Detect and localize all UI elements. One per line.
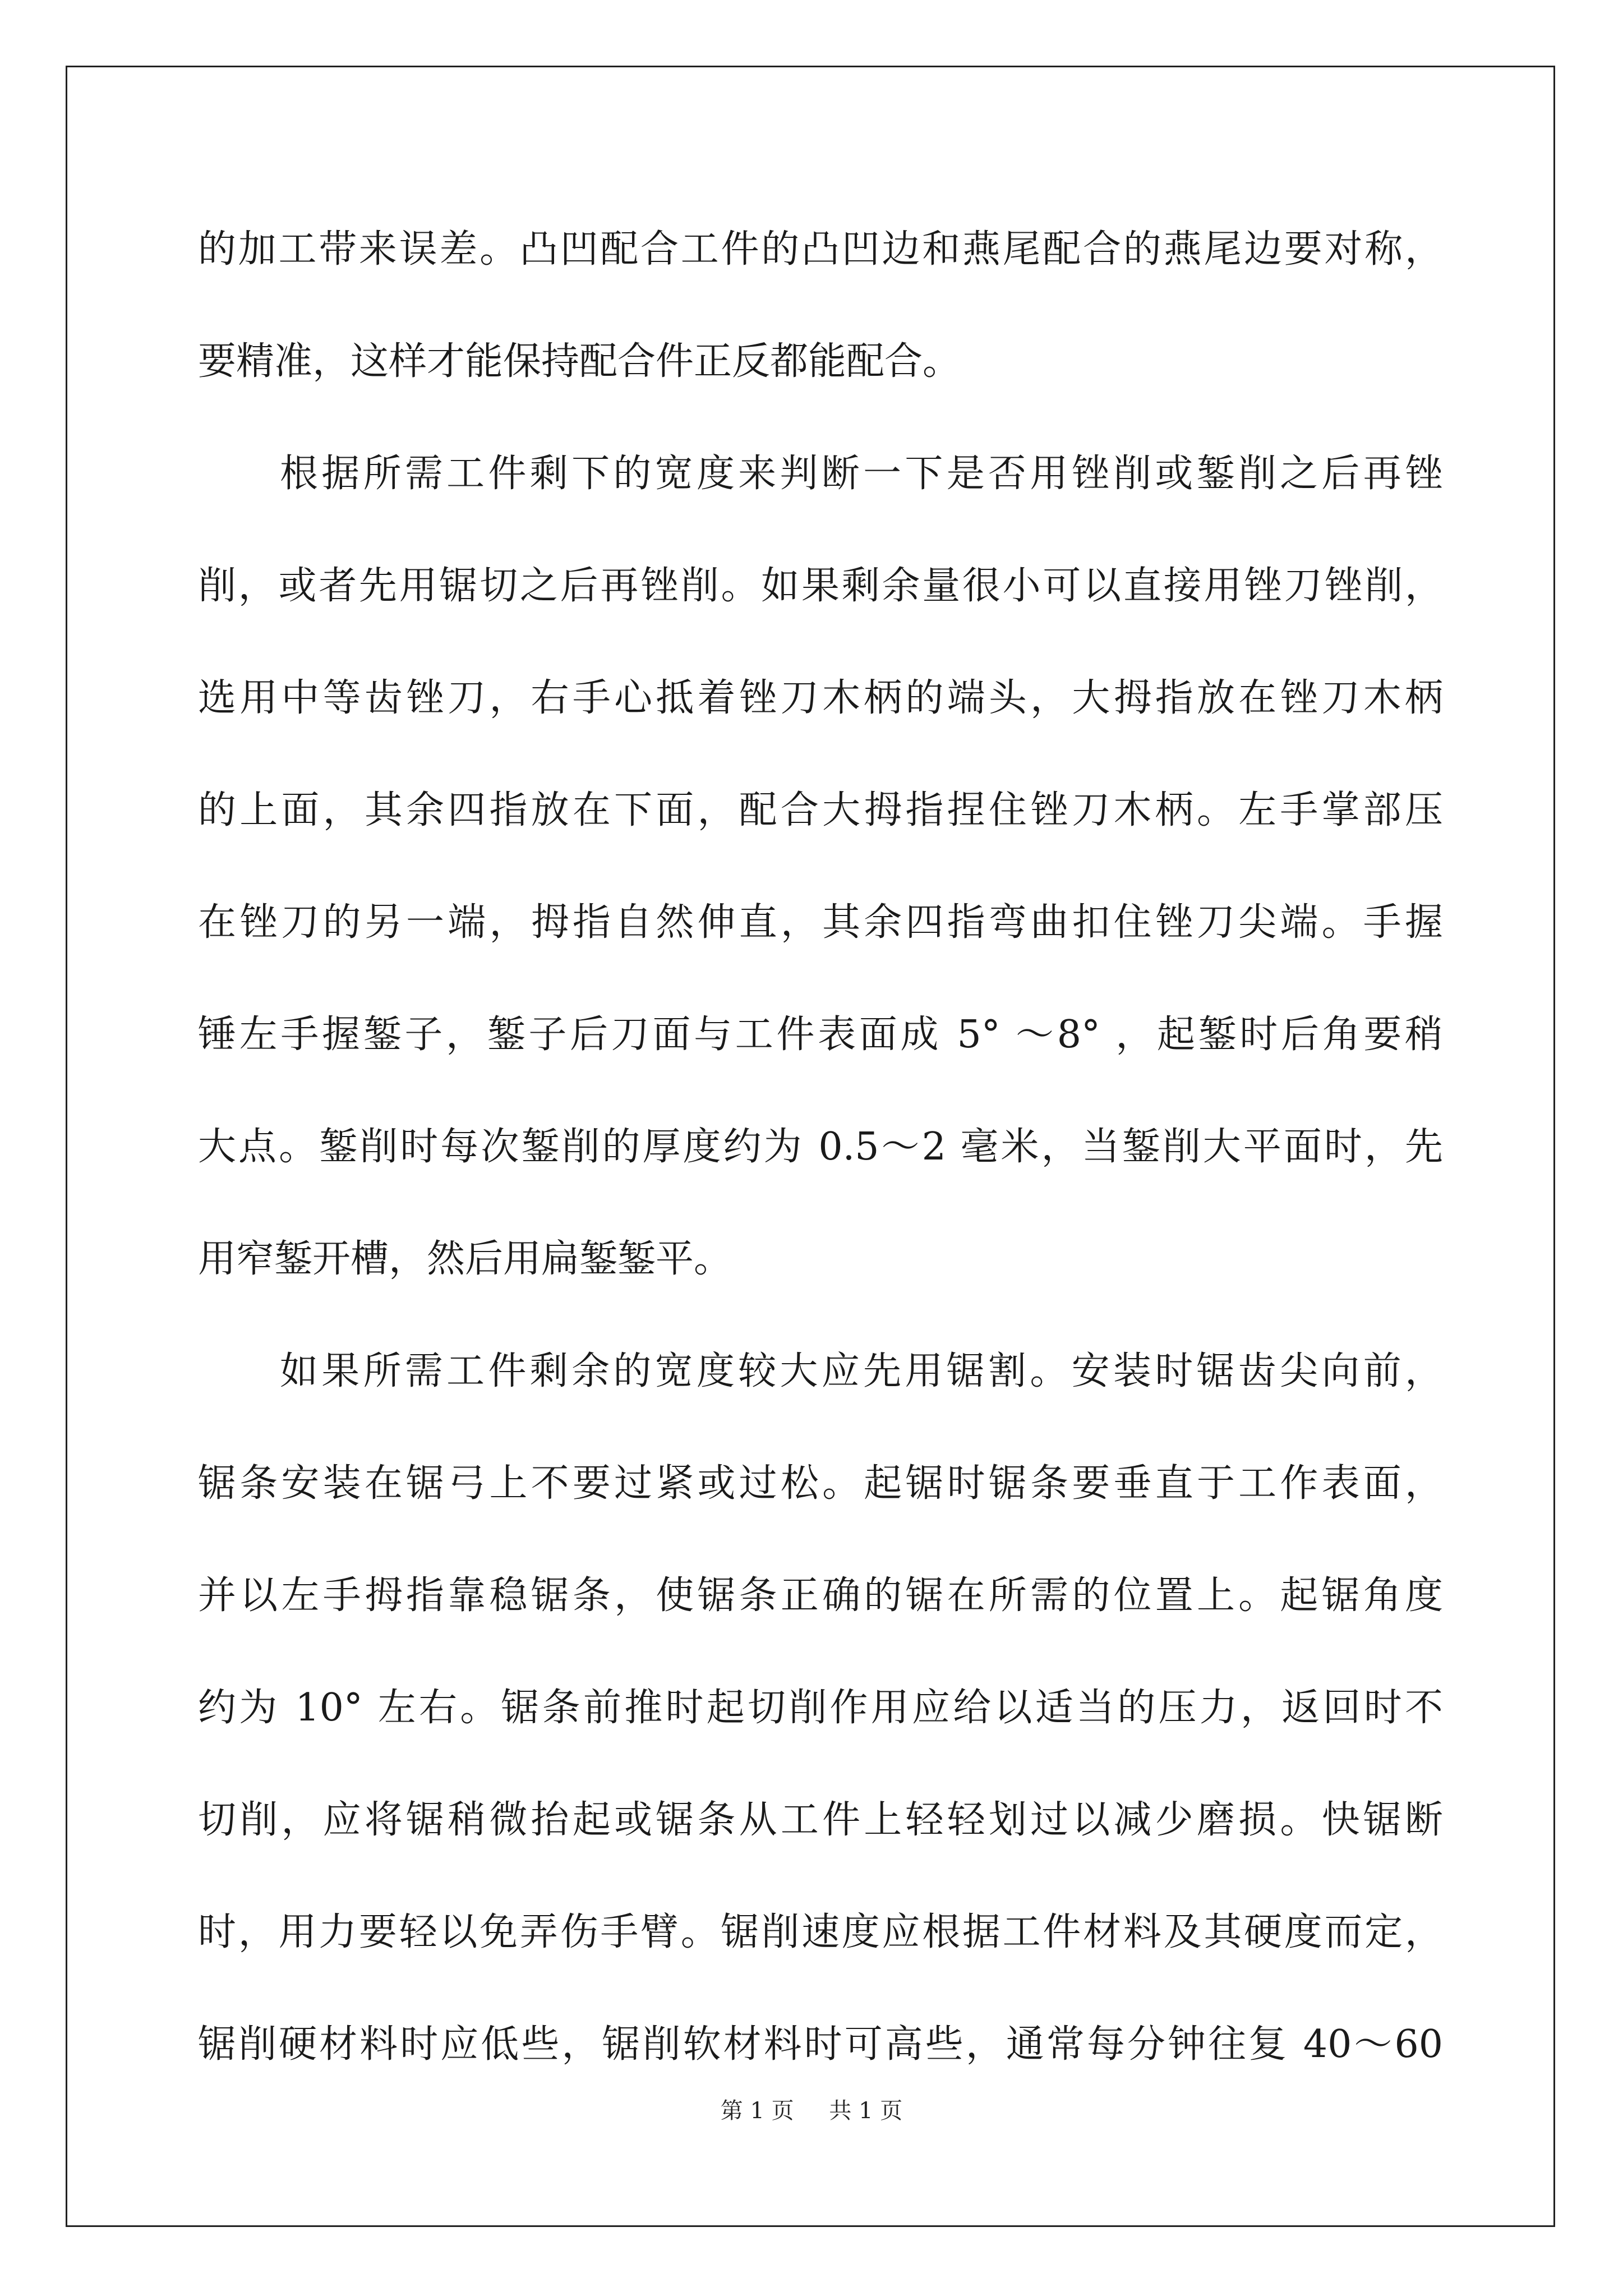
text-line: 切削，应将锯稍微抬起或锯条从工件上轻轻划过以减少磨损。快锯断 bbox=[198, 1798, 1443, 1842]
document-body bbox=[198, 194, 1443, 2101]
text-line: 的加工带来误差。凸凹配合工件的凸凹边和燕尾配合的燕尾边要对称， bbox=[198, 227, 1443, 272]
text-line: 大点。錾削时每次錾削的厚度约为 0.5～2 毫米，当錾削大平面时，先 bbox=[198, 1125, 1443, 1169]
text-line: 用窄錾开槽，然后用扁錾錾平。 bbox=[198, 1237, 732, 1281]
text-line: 要精准，这样才能保持配合件正反都能配合。 bbox=[198, 339, 961, 384]
text-line: 选用中等齿锉刀，右手心抵着锉刀木柄的端头，大拇指放在锉刀木柄 bbox=[198, 676, 1443, 720]
page-number: 第 1 页 bbox=[720, 2098, 794, 2124]
page-footer bbox=[0, 2094, 1623, 2128]
text-line: 在锉刀的另一端，拇指自然伸直，其余四指弯曲扣住锉刀尖端。手握 bbox=[198, 900, 1443, 945]
text-line: 锯削硬材料时应低些，锯削软材料时可高些，通常每分钟往复 40～60 bbox=[198, 2022, 1443, 2067]
text-line: 时，用力要轻以免弄伤手臂。锯削速度应根据工件材料及其硬度而定， bbox=[198, 1910, 1443, 1954]
paragraph-start-line: 如果所需工件剩余的宽度较大应先用锯割。安装时锯齿尖向前， bbox=[280, 1349, 1443, 1393]
text-line: 约为 10° 左右。锯条前推时起切削作用应给以适当的压力，返回时不 bbox=[198, 1686, 1443, 1730]
text-line: 锯条安装在锯弓上不要过紧或过松。起锯时锯条要垂直于工作表面， bbox=[198, 1461, 1443, 1506]
text-line: 的上面，其余四指放在下面，配合大拇指捏住锉刀木柄。左手掌部压 bbox=[198, 788, 1443, 832]
text-line: 并以左手拇指靠稳锯条，使锯条正确的锯在所需的位置上。起锯角度 bbox=[198, 1573, 1443, 1618]
page-total: 共 1 页 bbox=[829, 2098, 903, 2124]
text-line: 削，或者先用锯切之后再锉削。如果剩余量很小可以直接用锉刀锉削， bbox=[198, 564, 1443, 608]
text-line: 锤左手握錾子，錾子后刀面与工件表面成 5° ～8° ，起錾时后角要稍 bbox=[198, 1013, 1443, 1057]
paragraph-start-line: 根据所需工件剩下的宽度来判断一下是否用锉削或錾削之后再锉 bbox=[280, 452, 1443, 496]
